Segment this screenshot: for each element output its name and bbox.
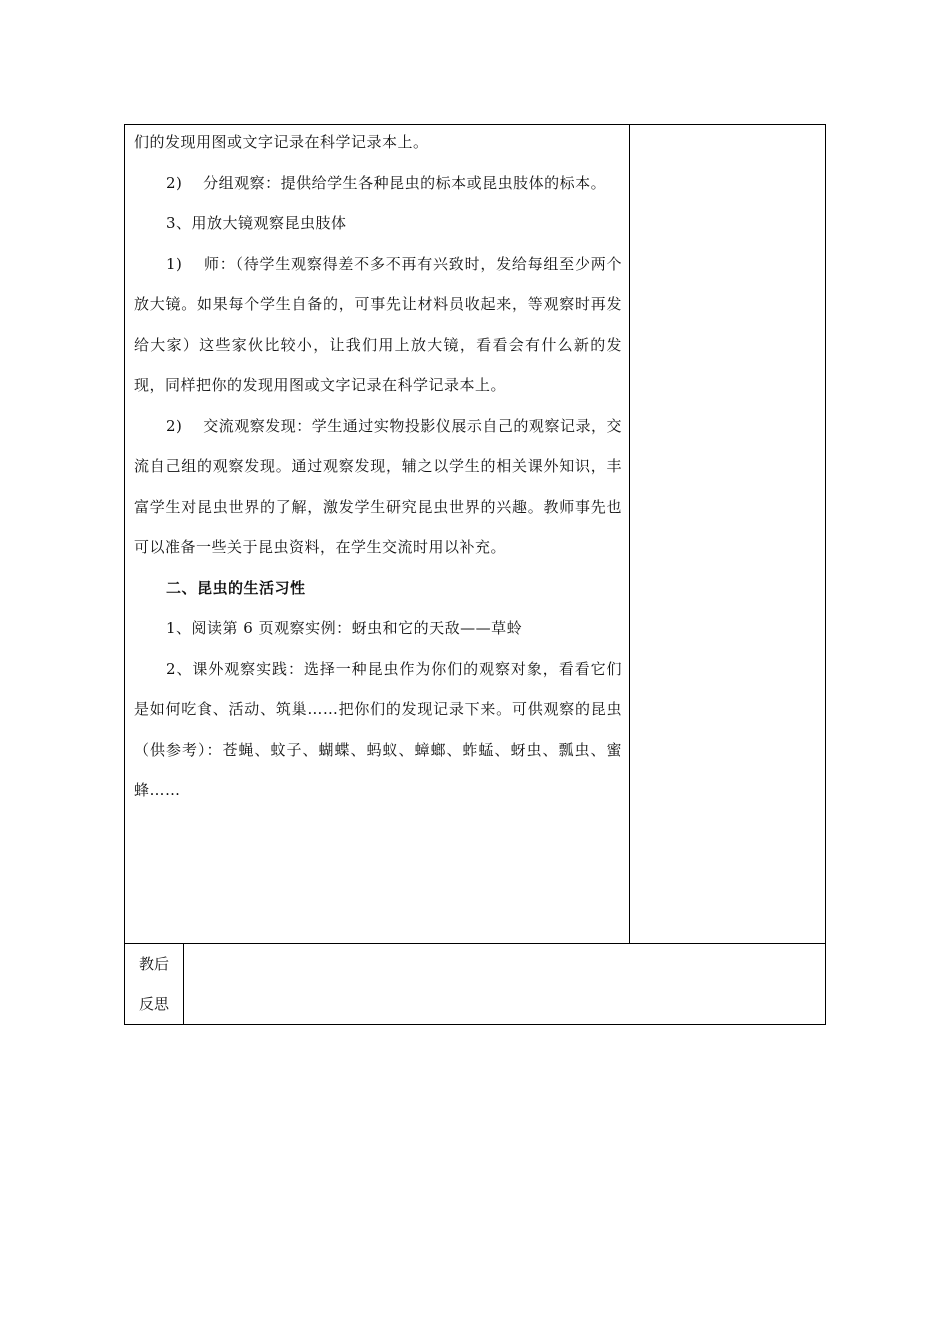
paragraph-share-findings: 2) 交流观察发现：学生通过实物投影仪展示自己的观察记录，交流自己组的观察发现。通过观察发现，辅之以学生的相关课外知识，丰富学生对昆虫世界的了解，激发学生研究昆虫世界的兴趣。教师事先也可以准备一些关于昆虫资料，在学生交流时用以补充。 [134,416,622,556]
reflection-label-line1: 教后 [138,955,169,973]
paragraph-continuation: 们的发现用图或文字记录在科学记录本上。 [134,133,429,151]
label-column-divider [183,943,184,1024]
column-divider [629,124,630,944]
reflection-label-line2: 反思 [138,995,169,1013]
row-divider [124,943,826,944]
section-heading-insect-habits: 二、昆虫的生活习性 [166,578,306,597]
reflection-label [125,944,183,1024]
paragraph-outdoor-practice: 2、课外观察实践：选择一种昆虫作为你们的观察对象，看看它们是如何吃食、活动、筑巢……把你们的发现记录下来。可供观察的昆虫（供参考）：苍蝇、蚊子、蝴蝶、蚂蚁、蟑螂、蚱蜢、蚜虫、瓢虫、蜜蜂…… [134,659,622,799]
paragraph-magnifier-heading: 3、用放大镜观察昆虫肢体 [166,214,347,232]
lesson-content-cell [134,122,622,811]
paragraph-reading-example: 1、阅读第 6 页观察实例：蚜虫和它的天敌——草蛉 [166,619,523,637]
paragraph-teacher-instructions: 1) 师：（待学生观察得差不多不再有兴致时，发给每组至少两个放大镜。如果每个学生自备的，可事先让材料员收起来，等观察时再发给大家）这些家伙比较小，让我们用上放大镜，看看会有什么新的发现，同样把你的发现用图或文字记录在科学记录本上。 [134,254,622,394]
paragraph-group-observation: 2) 分组观察：提供给学生各种昆虫的标本或昆虫肢体的标本。 [166,173,607,192]
